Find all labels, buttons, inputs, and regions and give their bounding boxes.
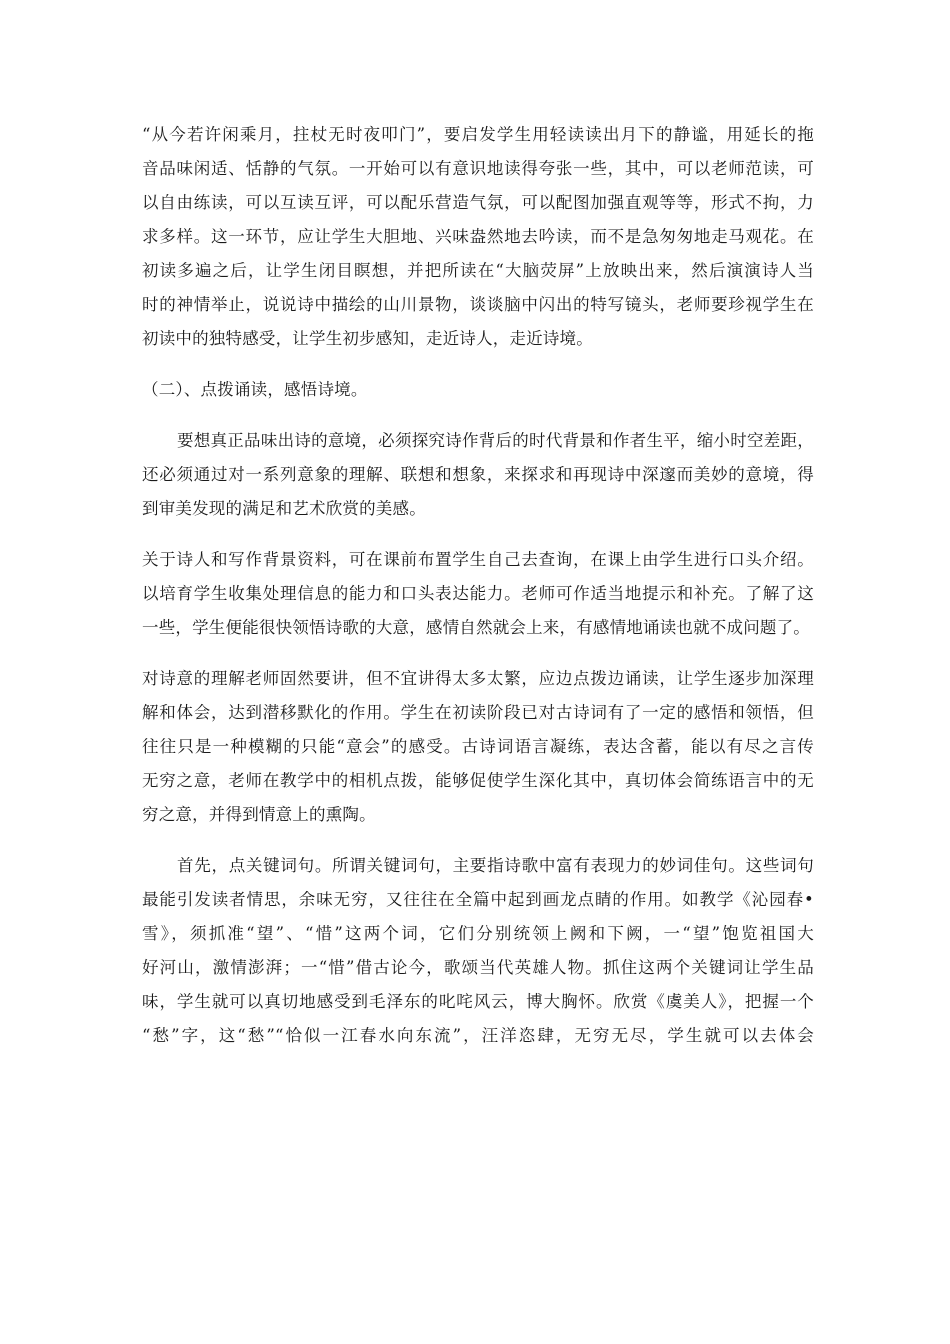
paragraph	[142, 118, 814, 356]
text-line: 还必须通过对一系列意象的理解、联想和想象，来探求和再现诗中深邃而美妙的意境，得	[142, 465, 814, 484]
text-line: 解和体会，达到潜移默化的作用。学生在初读阶段已对古诗词有了一定的感悟和领悟，但	[142, 703, 814, 722]
text-line: 雪》，须抓准“望”、“惜”这两个词，它们分别统领上阙和下阙，一“望”饱览祖国大	[142, 924, 814, 943]
paragraph	[142, 662, 814, 832]
text-line: 以培育学生收集处理信息的能力和口头表达能力。老师可作适当地提示和补充。了解了这	[142, 584, 814, 603]
text-line: 味，学生就可以真切地感受到毛泽东的叱咤风云，博大胸怀。欣赏《虞美人》，把握一个	[142, 992, 814, 1011]
paragraph	[142, 543, 814, 645]
text-line: 往往只是一种模糊的只能“意会”的感受。古诗词语言凝练，表达含蓄，能以有尽之言传	[142, 737, 814, 756]
text-line: 穷之意，并得到情意上的熏陶。	[142, 805, 376, 824]
text-line: 音品味闲适、恬静的气氛。一开始可以有意识地读得夸张一些，其中，可以老师范读，可	[142, 159, 814, 178]
text-line: “愁”字，这“愁”“恰似一江春水向东流”，汪洋恣肆，无穷无尽，学生就可以去体会	[142, 1026, 814, 1045]
text-line: 初读中的独特感受，让学生初步感知，走近诗人，走近诗境。	[142, 329, 593, 348]
section-heading	[142, 373, 814, 407]
paragraph	[142, 849, 814, 1053]
text-line: 要想真正品味出诗的意境，必须探究诗作背后的时代背景和作者生平，缩小时空差距，	[177, 431, 814, 450]
text-line: 首先，点关键词句。所谓关键词句，主要指诗歌中富有表现力的妙词佳句。这些词句	[177, 856, 814, 875]
text-line: （二）、点拨诵读，感悟诗境。	[142, 380, 368, 399]
text-line: 初读多遍之后，让学生闭目瞑想，并把所读在“大脑荧屏”上放映出来，然后演演诗人当	[142, 261, 814, 280]
text-line: 关于诗人和写作背景资料，可在课前布置学生自己去查询，在课上由学生进行口头介绍。	[142, 550, 814, 569]
text-line: 对诗意的理解老师固然要讲，但不宜讲得太多太繁，应边点拨边诵读，让学生逐步加深理	[142, 669, 814, 688]
text-line: “从今若许闲乘月，拄杖无时夜叩门”，要启发学生用轻读读出月下的静谧，用延长的拖	[142, 125, 814, 144]
text-line: 时的神情举止，说说诗中描绘的山川景物，谈谈脑中闪出的特写镜头，老师要珍视学生在	[142, 295, 814, 314]
text-line: 以自由练读，可以互读互评，可以配乐营造气氛，可以配图加强直观等等，形式不拘，力	[142, 193, 814, 212]
text-line: 求多样。这一环节，应让学生大胆地、兴味盎然地去吟读，而不是急匆匆地走马观花。在	[142, 227, 814, 246]
text-line: 无穷之意，老师在教学中的相机点拨，能够促使学生深化其中，真切体会简练语言中的无	[142, 771, 814, 790]
text-line: 好河山，激情澎湃；一“惜”借古论今，歌颂当代英雄人物。抓住这两个关键词让学生品	[142, 958, 814, 977]
text-line: 最能引发读者情思，余味无穷，又往往在全篇中起到画龙点睛的作用。如教学《沁园春•	[142, 890, 814, 909]
text-line: 一些，学生便能很快领悟诗歌的大意，感情自然就会上来，有感情地诵读也就不成问题了。	[142, 618, 810, 637]
paragraph	[142, 424, 814, 526]
document-page	[142, 118, 814, 1070]
text-line: 到审美发现的满足和艺术欣赏的美感。	[142, 499, 426, 518]
